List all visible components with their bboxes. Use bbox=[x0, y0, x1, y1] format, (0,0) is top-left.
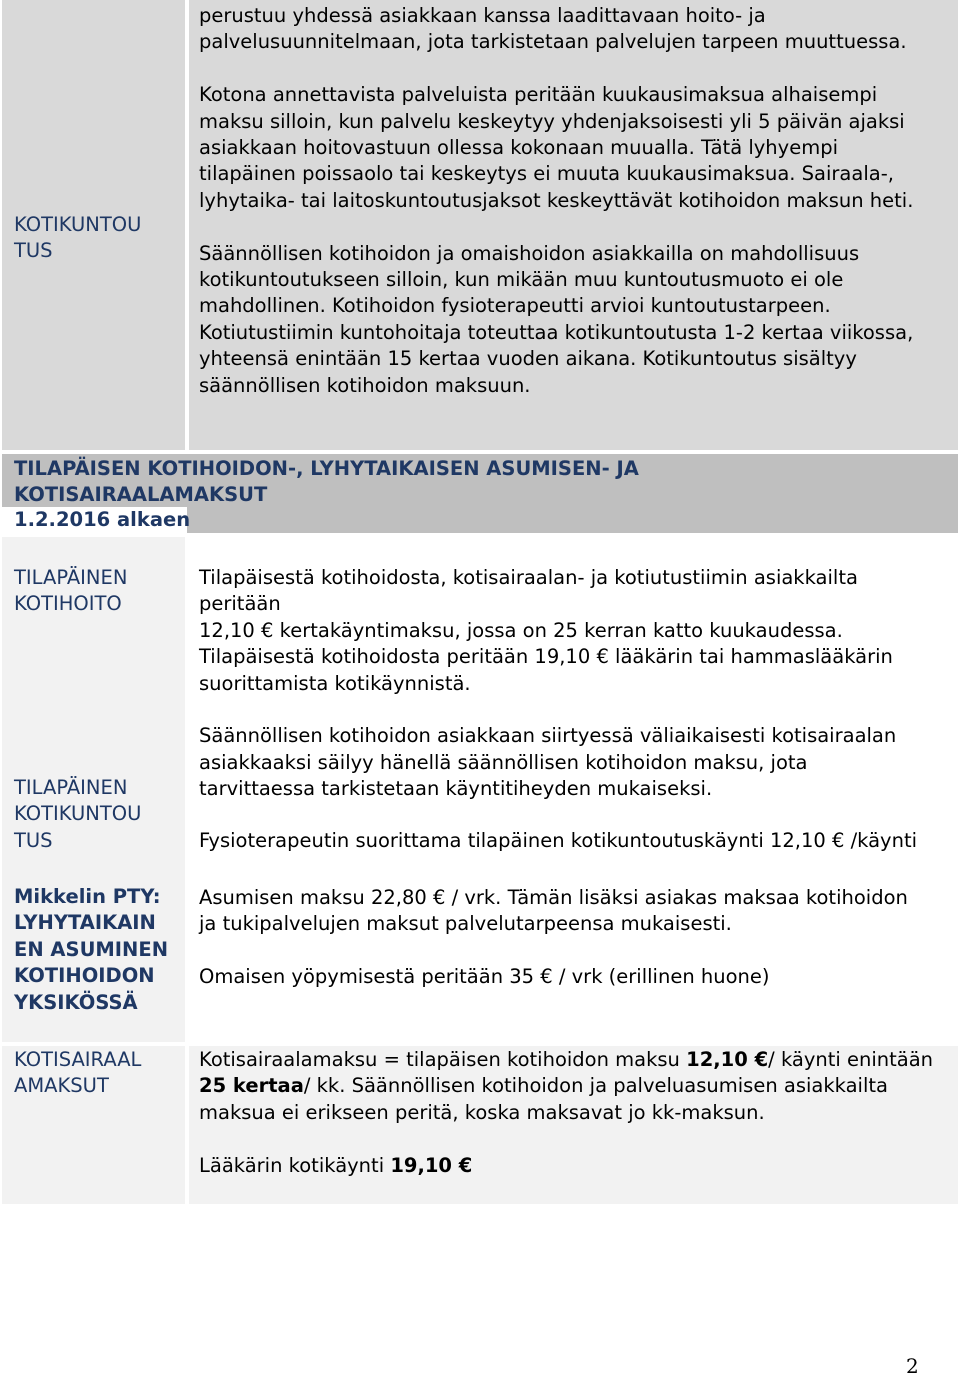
text-line: tilapäinen poissaolo tai keskeytys ei muuta kuukausimaksua. Sairaala-, bbox=[199, 162, 894, 186]
text-line: lyhytaika- tai laitoskuntoutusjaksot keskeyttävät kotihoidon maksun heti. bbox=[199, 188, 914, 212]
text-line: perustuu yhdessä asiakkaan kanssa laadittavaan hoito- ja bbox=[199, 4, 766, 27]
text-line bbox=[199, 1047, 958, 1073]
label-line: TILAPÄINEN bbox=[14, 776, 128, 799]
text-line: palvelusuunnitelmaan, jota tarkistetaan palvelujen tarpeen muuttuessa. bbox=[199, 30, 907, 54]
label-line: LYHYTAIKAIN bbox=[14, 911, 156, 935]
doctor-visit-price: 19,10 € bbox=[390, 1153, 473, 1177]
text-line: Tilapäisestä kotihoidosta, kotisairaalan- ja kotiutustiimin asiakkailta bbox=[199, 566, 858, 589]
text-line: maksua ei erikseen peritä, koska maksavat jo kk-maksun. bbox=[199, 1100, 765, 1124]
text-line: Kotiutustiimin kuntohoitaja toteuttaa kotikuntoutusta 1-2 kertaa viikossa, bbox=[199, 320, 914, 344]
text-line: yhteensä enintään 15 kertaa vuoden aikana. Kotikuntoutus sisältyy bbox=[199, 347, 857, 371]
text-line: Tilapäisestä kotihoidosta peritään 19,10 € lääkärin tai hammaslääkärin bbox=[199, 645, 893, 669]
kotisairaala-line2-post: / kk. Säännöllisen kotihoidon ja palveluasumisen asiakkailta bbox=[303, 1074, 888, 1098]
kotikuntoutus-label-line: TUS bbox=[14, 239, 53, 263]
heading-date-line: 1.2.2016 alkaen bbox=[14, 508, 191, 531]
text-line: kotikuntoutukseen silloin, kun mikään muu kuntoutusmuoto ei ole bbox=[199, 268, 844, 292]
kotisairaala-label-cell bbox=[2, 1046, 185, 1204]
page-number: 2 bbox=[906, 1354, 919, 1378]
heading-line: KOTISAIRAALAMAKSUT bbox=[14, 483, 268, 507]
kotikuntoutus-para3 bbox=[199, 241, 958, 399]
text-line: Säännöllisen kotihoidon ja omaishoidon asiakkailla on mahdollisuus bbox=[199, 241, 860, 265]
kotikuntoutus-label-line: KOTIKUNTOU bbox=[14, 213, 142, 236]
text-line: asiakkaan hoitovastuun ollessa kokonaan muualla. Tätä lyhyempi bbox=[199, 136, 838, 160]
text-line: suorittamista kotikäynnistä. bbox=[199, 671, 471, 695]
lyhytaikainen-text bbox=[199, 885, 954, 991]
tilapainen-kotihoito-para2 bbox=[199, 723, 954, 802]
kotikuntoutus-label-cell bbox=[2, 0, 185, 450]
heading-line: TILAPÄISEN KOTIHOIDON-, LYHYTAIKAISEN ASUMISEN- JA bbox=[14, 457, 639, 480]
label-line: YKSIKÖSSÄ bbox=[14, 990, 138, 1014]
label-line: TILAPÄINEN bbox=[14, 566, 128, 589]
tilapainen-kotihoito-label bbox=[2, 565, 185, 618]
kotisairaala-doctor bbox=[199, 1153, 958, 1179]
text-line bbox=[199, 1153, 958, 1179]
kotisairaala-line2-bold: 25 kertaa bbox=[199, 1074, 304, 1098]
text-line: Kotona annettavista palveluista peritään kuukausimaksua alhaisempi bbox=[199, 83, 878, 107]
label-line: KOTISAIRAAL bbox=[14, 1048, 142, 1071]
text-line: tarvittaessa tarkistetaan käyntitiheyden mukaiseksi. bbox=[199, 777, 713, 801]
kotikuntoutus-para2 bbox=[199, 82, 958, 214]
text-line: Fysioterapeutin suorittama tilapäinen kotikuntoutuskäynti 12,10 € /käynti bbox=[199, 829, 918, 852]
text-line: mahdollinen. Kotihoidon fysioterapeutti arvioi kuntoutustarpeen. bbox=[199, 294, 831, 318]
text-line: peritään bbox=[199, 592, 281, 616]
text-line: maksu silloin, kun palvelu keskeytyy yhdenjaksoisesti yli 5 päivän ajaksi bbox=[199, 109, 905, 133]
label-line: TUS bbox=[14, 828, 53, 852]
text-line: 12,10 € kertakäyntimaksu, jossa on 25 kerran katto kuukaudessa. bbox=[199, 618, 843, 642]
lyhytaikainen-para2 bbox=[199, 964, 954, 990]
text-line bbox=[199, 1073, 958, 1099]
label-line: KOTIHOIDON bbox=[14, 964, 155, 988]
label-line: Mikkelin PTY: bbox=[14, 885, 161, 908]
text-line: Säännöllisen kotihoidon asiakkaan siirtyessä väliaikaisesti kotisairaalan bbox=[199, 724, 897, 748]
tilapainen-kotikuntoutus-label bbox=[2, 775, 185, 854]
kotikuntoutus-text-cell bbox=[189, 0, 958, 450]
tilapainen-kotikuntoutus-text bbox=[199, 828, 954, 854]
text-line: ja tukipalvelujen maksut palvelutarpeensa mukaisesti. bbox=[199, 912, 732, 936]
label-line: KOTIKUNTOU bbox=[14, 802, 142, 826]
kotisairaala-text-cell bbox=[189, 1046, 958, 1204]
text-line: säännöllisen kotihoidon maksuun. bbox=[199, 373, 531, 397]
text-line: Asumisen maksu 22,80 € / vrk. Tämän lisäksi asiakas maksaa kotihoidon bbox=[199, 886, 908, 909]
text-line: Omaisen yöpymisestä peritään 35 € / vrk (erillinen huone) bbox=[199, 965, 770, 989]
kotisairaala-line1-pre: Kotisairaalamaksu = tilapäisen kotihoidon maksu bbox=[199, 1048, 687, 1071]
label-line: EN ASUMINEN bbox=[14, 937, 169, 961]
lyhytaikainen-label bbox=[2, 884, 185, 1016]
text-line: asiakkaaksi säilyy hänellä säännöllisen kotihoidon maksu, jota bbox=[199, 750, 808, 774]
section-heading-date bbox=[2, 507, 191, 535]
tilapainen-kotihoito-text bbox=[199, 565, 954, 803]
kotisairaala-line1-bold: 12,10 € bbox=[686, 1048, 769, 1071]
kotisairaala-line1-post: / käynti enintään bbox=[768, 1048, 934, 1071]
label-line: KOTIHOITO bbox=[14, 592, 122, 616]
doctor-visit-text: Lääkärin kotikäynti bbox=[199, 1153, 391, 1177]
label-line: AMAKSUT bbox=[14, 1074, 109, 1098]
kotikuntoutus-intro bbox=[199, 3, 958, 56]
